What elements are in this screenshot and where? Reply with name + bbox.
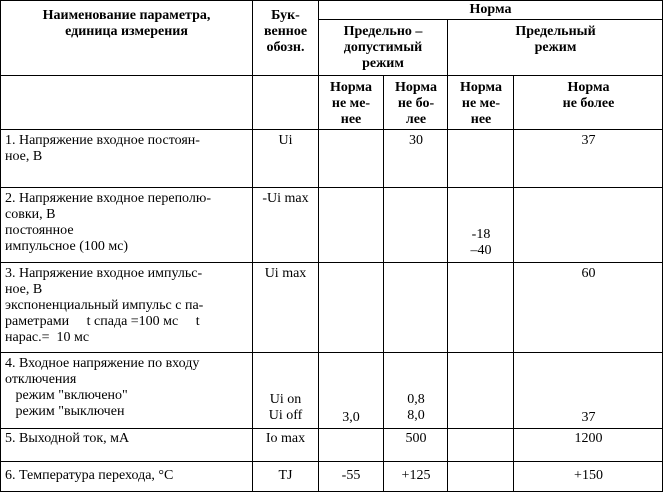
symbol-line: Ui on [269,392,302,407]
row-2-symbol [253,191,318,207]
value-line: 8,0 [407,408,425,423]
row-4-parameter [5,356,251,420]
parameter-line: отключения [5,372,77,387]
value-line: -55 [341,468,361,483]
header-sub-line: нее [470,112,492,127]
row-6-symbol [253,468,318,484]
header-parameter-line: Наименование параметра, [42,8,211,23]
value-line: 500 [405,431,427,446]
symbol-line: TJ [278,468,293,483]
header-parameter-line: единица измерения [65,24,188,39]
header-limit-mode [448,24,663,56]
parameter-line: 2. Напряжение входное переполю- [5,191,211,206]
value-line: +150 [574,468,603,483]
parameter-line: 5. Выходной ток, мА [5,431,130,446]
header-limit-permissible-line: допустимый [343,40,423,55]
parameter-line: импульсное (100 мс) [5,239,129,254]
row-6-parameter [5,468,251,484]
row-2-parameter [5,191,251,255]
row-6-max-limit [514,468,663,484]
row-2-min-limit [448,227,514,259]
row-5-max-permissible [384,431,448,447]
parameter-line: совки, В [5,207,56,222]
parameter-line: режим "выключен [5,404,125,419]
value-line: 60 [581,266,596,281]
row-3-max-limit [514,266,663,282]
parameter-line: 3. Напряжение входное импульс- [5,266,203,281]
row-1-symbol [253,133,318,149]
value-line: 1200 [574,431,603,446]
header-sub-line: лее [405,112,427,127]
symbol-line: -Ui max [262,191,309,206]
row-4-max-limit [514,410,663,426]
header-limit-mode-line: режим [534,40,577,55]
value-line: 0,8 [407,392,425,407]
row-3-parameter [5,266,251,346]
header-sub-line: не бо- [397,96,435,111]
row-6-max-permissible [384,468,448,484]
value-line: –40 [470,243,492,258]
parameter-line: раметрами t спада =100 мс t [5,314,200,329]
row-4-symbol [253,392,318,424]
header-limit-permissible-line: режим [362,56,404,71]
parameter-line: ное, В [5,282,43,297]
header-max-limit [514,80,663,112]
row-4-max-permissible [384,392,448,424]
parameter-line: режим "включено" [5,388,128,403]
parameter-line: экспоненциальный импульс с па- [5,298,204,313]
row-6-min-permissible [318,468,384,484]
header-symbol-line: обозн. [266,40,305,55]
symbol-line: Ui max [264,266,307,281]
row-3-symbol [253,266,318,282]
header-sub-line: не ме- [331,96,371,111]
value-line: 37 [581,133,596,148]
header-sub-line: не более [562,96,615,111]
row-4-min-permissible [318,410,384,426]
parameter-line: ное, В [5,149,43,164]
header-symbol [253,8,318,56]
header-parameter [0,8,253,40]
header-sub-line: нее [340,112,362,127]
symbol-line: Ui off [268,408,303,423]
header-limit-mode-line: Предельный [515,24,596,39]
header-norma-label: Норма [469,2,512,17]
header-min-permissible [318,80,384,128]
value-line: 37 [581,410,596,425]
parameter-line: постоянное [5,223,74,238]
value-line: 30 [409,133,423,148]
header-sub-line: Норма [330,80,372,95]
value-line: -18 [471,227,491,242]
parameter-line: 6. Температура перехода, °С [5,468,174,483]
header-sub-line: Норма [567,80,610,95]
row-5-symbol [253,431,318,447]
header-max-permissible [384,80,448,128]
symbol-line: Io max [265,431,306,446]
header-min-limit [448,80,514,128]
parameter-line: 1. Напряжение входное постоян- [5,133,200,148]
header-limit-permissible [318,24,448,72]
header-sub-line: не ме- [461,96,501,111]
value-line: +125 [401,468,431,483]
header-sub-line: Норма [395,80,437,95]
header-symbol-line: венное [263,24,308,39]
header-sub-line: Норма [460,80,502,95]
row-1-max-permissible [384,133,448,149]
header-norma [318,2,663,18]
parameter-line: 4. Входное напряжение по входу [5,356,200,371]
header-symbol-line: Бук- [271,8,300,23]
row-1-parameter [5,133,251,165]
row-1-max-limit [514,133,663,149]
row-5-parameter [5,431,251,447]
parameter-line: нарас.= 10 мс [5,330,90,345]
header-limit-permissible-line: Предельно – [343,24,423,39]
value-line: 3,0 [342,410,360,425]
row-5-max-limit [514,431,663,447]
symbol-line: Ui [278,133,293,148]
